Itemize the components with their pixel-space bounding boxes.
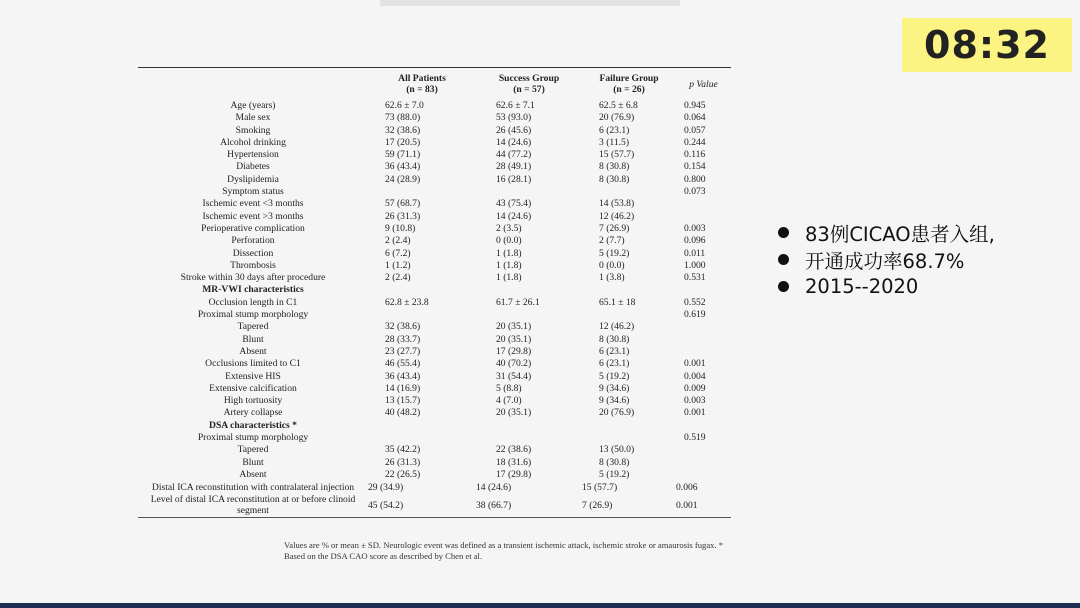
table-footnote: Values are % or mean ± SD. Neurologic event was defined as a transient ischemic attack, ischemic stroke or amaurosis fugax. * Based on the DSA CAO score as described by Chen et al. bbox=[284, 540, 724, 561]
cell-success-group: 0 (0.0) bbox=[496, 235, 522, 247]
cell-p-value: 0.001 bbox=[684, 407, 706, 419]
cell-success-group: 20 (35.1) bbox=[496, 407, 532, 419]
row-label: Tapered bbox=[237, 444, 269, 456]
cell-failure-group: 8 (30.8) bbox=[599, 456, 630, 468]
cell-all-patients: 9 (10.8) bbox=[385, 222, 416, 234]
table-row bbox=[138, 371, 731, 383]
row-label: Proximal stump morphology bbox=[197, 432, 309, 444]
table-row bbox=[138, 174, 731, 186]
row-label: Proximal stump morphology bbox=[197, 309, 309, 321]
table-row bbox=[138, 309, 731, 321]
top-edge-strip bbox=[380, 0, 680, 6]
cell-p-value: 0.003 bbox=[684, 395, 706, 407]
cell-all-patients bbox=[368, 284, 476, 296]
cell-failure-group: 7 (26.9) bbox=[599, 222, 630, 234]
cell-all-patients: 26 (31.3) bbox=[385, 456, 421, 468]
cell-p-value: 0.001 bbox=[676, 499, 698, 511]
cell-failure-group: 2 (7.7) bbox=[599, 235, 625, 247]
row-label: Absent bbox=[239, 468, 267, 480]
row-label: Ischemic event >3 months bbox=[202, 210, 304, 222]
cell-all-patients: 45 (54.2) bbox=[368, 499, 404, 511]
cell-p-value: 0.531 bbox=[684, 272, 706, 284]
cell-p-value bbox=[676, 444, 731, 456]
cell-all-patients: 6 (7.2) bbox=[385, 247, 411, 259]
cell-failure-group: 65.1 ± 18 bbox=[599, 296, 636, 308]
cell-failure-group: 15 (57.7) bbox=[599, 149, 635, 161]
cell-success-group: 62.6 ± 7.1 bbox=[496, 100, 535, 111]
table-row bbox=[138, 137, 731, 149]
table-row bbox=[138, 223, 731, 235]
cell-all-patients: 36 (43.4) bbox=[385, 161, 421, 173]
header-success-group: Success Group (n = 57) bbox=[498, 73, 560, 95]
cell-failure-group: 6 (23.1) bbox=[599, 124, 630, 136]
cell-p-value bbox=[676, 334, 731, 346]
cell-all-patients: 26 (31.3) bbox=[385, 210, 421, 222]
cell-p-value: 0.057 bbox=[684, 124, 706, 136]
table-bottom-rule bbox=[138, 517, 731, 518]
cell-p-value: 0.116 bbox=[684, 149, 706, 161]
row-label: High tortuosity bbox=[223, 395, 283, 407]
cell-success-group: 18 (31.6) bbox=[496, 456, 532, 468]
cell-failure-group: 8 (30.8) bbox=[599, 333, 630, 345]
row-label: Blunt bbox=[242, 333, 264, 345]
cell-success-group: 1 (1.8) bbox=[496, 272, 522, 284]
row-label: Level of distal ICA reconstitution at or before clinoid segment bbox=[150, 493, 356, 517]
cell-p-value: 0.006 bbox=[676, 481, 698, 493]
cell-failure-group: 8 (30.8) bbox=[599, 173, 630, 185]
cell-success-group: 22 (38.6) bbox=[496, 444, 532, 456]
row-label: Alcohol drinking bbox=[220, 136, 286, 148]
table-row bbox=[138, 260, 731, 272]
cell-p-value: 0.154 bbox=[684, 161, 706, 173]
cell-failure-group: 3 (11.5) bbox=[599, 136, 630, 148]
cell-success-group: 1 (1.8) bbox=[496, 247, 522, 259]
table-row bbox=[138, 334, 731, 346]
cell-success-group: 28 (49.1) bbox=[496, 161, 532, 173]
cell-p-value bbox=[676, 346, 731, 358]
table-row bbox=[138, 149, 731, 161]
cell-success-group: 1 (1.8) bbox=[496, 259, 522, 271]
cell-failure-group: 7 (26.9) bbox=[582, 499, 613, 511]
bullet-item: 2015--2020 bbox=[778, 273, 995, 300]
table-row bbox=[138, 186, 731, 198]
row-label: Male sex bbox=[235, 112, 271, 124]
row-label: Extensive HIS bbox=[225, 370, 281, 382]
cell-all-patients: 28 (33.7) bbox=[385, 333, 421, 345]
cell-failure-group: 9 (34.6) bbox=[599, 382, 630, 394]
bullet-dot-icon bbox=[778, 227, 789, 238]
cell-p-value: 0.945 bbox=[684, 100, 706, 111]
cell-success-group: 14 (24.6) bbox=[496, 136, 532, 148]
cell-all-patients: 32 (38.6) bbox=[385, 124, 421, 136]
cell-success-group: 4 (7.0) bbox=[496, 395, 522, 407]
row-label: Symptom status bbox=[222, 186, 284, 198]
table-row bbox=[138, 321, 731, 333]
cell-p-value bbox=[676, 284, 731, 296]
row-label: Occlusions limited to C1 bbox=[205, 358, 301, 370]
cell-all-patients bbox=[368, 186, 476, 198]
cell-all-patients: 2 (2.4) bbox=[385, 272, 411, 284]
bottom-bar bbox=[0, 603, 1080, 608]
cell-failure-group: 12 (46.2) bbox=[599, 321, 635, 333]
cell-p-value: 0.004 bbox=[684, 370, 706, 382]
table-row bbox=[138, 395, 731, 407]
bullet-dot-icon bbox=[778, 254, 789, 265]
cell-failure-group bbox=[582, 309, 676, 321]
cell-p-value: 0.001 bbox=[684, 358, 706, 370]
baseline-characteristics-table bbox=[138, 67, 731, 518]
table-header-row bbox=[138, 68, 731, 100]
cell-p-value: 0.096 bbox=[684, 235, 706, 247]
table-row bbox=[138, 444, 731, 456]
cell-success-group: 17 (29.8) bbox=[496, 345, 532, 357]
cell-success-group: 14 (24.6) bbox=[476, 481, 512, 493]
cell-success-group bbox=[476, 420, 582, 432]
cell-failure-group: 5 (19.2) bbox=[599, 247, 630, 259]
table-row bbox=[138, 198, 731, 210]
cell-all-patients: 36 (43.4) bbox=[385, 370, 421, 382]
cell-all-patients: 35 (42.2) bbox=[385, 444, 421, 456]
table-row bbox=[138, 235, 731, 247]
cell-p-value bbox=[676, 457, 731, 469]
cell-success-group: 26 (45.6) bbox=[496, 124, 532, 136]
cell-all-patients: 2 (2.4) bbox=[385, 235, 411, 247]
cell-failure-group: 6 (23.1) bbox=[599, 358, 630, 370]
row-label: Occlusion length in C1 bbox=[208, 296, 298, 308]
cell-success-group: 44 (77.2) bbox=[496, 149, 532, 161]
table-row bbox=[138, 407, 731, 419]
row-label: Extensive calcification bbox=[209, 382, 297, 394]
cell-p-value bbox=[676, 198, 731, 210]
timer-text: 08:32 bbox=[924, 23, 1050, 67]
table-row bbox=[138, 469, 731, 481]
cell-success-group bbox=[476, 432, 582, 444]
cell-all-patients bbox=[368, 432, 476, 444]
cell-success-group bbox=[476, 284, 582, 296]
cell-failure-group: 0 (0.0) bbox=[599, 259, 625, 271]
cell-success-group bbox=[476, 186, 582, 198]
cell-all-patients: 14 (16.9) bbox=[385, 382, 421, 394]
cell-success-group: 16 (28.1) bbox=[496, 173, 532, 185]
row-label: Artery collapse bbox=[223, 407, 283, 419]
row-label: Age (years) bbox=[230, 100, 276, 111]
cell-p-value: 0.519 bbox=[684, 432, 706, 444]
cell-success-group: 14 (24.6) bbox=[496, 210, 532, 222]
cell-success-group: 2 (3.5) bbox=[496, 222, 522, 234]
row-label: Perioperative complication bbox=[201, 222, 305, 234]
cell-p-value: 0.244 bbox=[684, 136, 706, 148]
cell-failure-group: 9 (34.6) bbox=[599, 395, 630, 407]
table-row bbox=[138, 112, 731, 124]
cell-failure-group bbox=[582, 284, 676, 296]
row-label: Smoking bbox=[235, 124, 271, 136]
table-row bbox=[138, 161, 731, 173]
bullet-list bbox=[778, 219, 995, 300]
cell-all-patients: 13 (15.7) bbox=[385, 395, 421, 407]
header-all-patients: All Patients (n = 83) bbox=[398, 73, 446, 95]
row-label: Distal ICA reconstitution with contralateral injection bbox=[151, 481, 355, 493]
cell-all-patients: 62.8 ± 23.8 bbox=[385, 296, 429, 308]
cell-p-value: 0.064 bbox=[684, 112, 706, 124]
row-label: Dyslipidemia bbox=[227, 173, 279, 185]
cell-p-value: 0.619 bbox=[684, 309, 706, 321]
cell-success-group: 31 (54.4) bbox=[496, 370, 532, 382]
cell-p-value: 0.800 bbox=[684, 173, 706, 185]
row-label: Perforation bbox=[231, 235, 275, 247]
table-row bbox=[138, 432, 731, 444]
cell-p-value: 0.011 bbox=[684, 247, 706, 259]
cell-failure-group bbox=[582, 186, 676, 198]
table-row bbox=[138, 272, 731, 284]
cell-failure-group: 15 (57.7) bbox=[582, 481, 618, 493]
cell-all-patients: 17 (20.5) bbox=[385, 136, 421, 148]
cell-all-patients: 62.6 ± 7.0 bbox=[385, 100, 424, 111]
cell-success-group: 38 (66.7) bbox=[476, 499, 512, 511]
cell-success-group: 40 (70.2) bbox=[496, 358, 532, 370]
cell-all-patients bbox=[368, 420, 476, 432]
cell-success-group: 5 (8.8) bbox=[496, 382, 522, 394]
row-label: Dissection bbox=[232, 247, 274, 259]
table-row bbox=[138, 457, 731, 469]
table-row bbox=[138, 420, 731, 432]
data-table bbox=[138, 68, 731, 517]
header-p-value: p Value bbox=[689, 78, 718, 90]
cell-p-value: 0.003 bbox=[684, 222, 706, 234]
cell-p-value bbox=[676, 321, 731, 333]
cell-failure-group: 13 (50.0) bbox=[599, 444, 635, 456]
cell-failure-group: 12 (46.2) bbox=[599, 210, 635, 222]
table-row bbox=[138, 481, 731, 493]
header-label bbox=[138, 68, 368, 100]
cell-success-group: 53 (93.0) bbox=[496, 112, 532, 124]
bullet-item: 开通成功率68.7% bbox=[778, 246, 995, 273]
row-label: MR-VWI characteristics bbox=[202, 284, 304, 296]
countdown-timer bbox=[902, 18, 1072, 72]
table-row bbox=[138, 284, 731, 296]
header-failure-group: Failure Group (n = 26) bbox=[599, 73, 659, 95]
cell-failure-group: 5 (19.2) bbox=[599, 468, 630, 480]
cell-p-value: 1.000 bbox=[684, 259, 706, 271]
cell-failure-group: 20 (76.9) bbox=[599, 112, 635, 124]
cell-p-value: 0.552 bbox=[684, 296, 706, 308]
cell-failure-group: 14 (53.8) bbox=[599, 198, 635, 210]
cell-failure-group: 5 (19.2) bbox=[599, 370, 630, 382]
cell-all-patients: 59 (71.1) bbox=[385, 149, 421, 161]
table-row bbox=[138, 493, 731, 517]
table-row bbox=[138, 125, 731, 137]
table-row bbox=[138, 248, 731, 260]
cell-failure-group: 20 (76.9) bbox=[599, 407, 635, 419]
cell-all-patients: 24 (28.9) bbox=[385, 173, 421, 185]
cell-all-patients bbox=[368, 309, 476, 321]
cell-success-group: 20 (35.1) bbox=[496, 333, 532, 345]
cell-p-value bbox=[676, 420, 731, 432]
row-label: Blunt bbox=[242, 456, 264, 468]
cell-success-group: 20 (35.1) bbox=[496, 321, 532, 333]
cell-success-group: 61.7 ± 26.1 bbox=[496, 296, 540, 308]
cell-failure-group bbox=[582, 420, 676, 432]
cell-p-value bbox=[676, 469, 731, 481]
cell-all-patients: 46 (55.4) bbox=[385, 358, 421, 370]
row-label: Hypertension bbox=[227, 149, 279, 161]
cell-all-patients: 73 (88.0) bbox=[385, 112, 421, 124]
cell-all-patients: 32 (38.6) bbox=[385, 321, 421, 333]
cell-success-group: 43 (75.4) bbox=[496, 198, 532, 210]
table-row bbox=[138, 346, 731, 358]
table-row bbox=[138, 211, 731, 223]
row-label: Stroke within 30 days after procedure bbox=[180, 272, 326, 284]
cell-success-group: 17 (29.8) bbox=[496, 468, 532, 480]
cell-p-value bbox=[676, 211, 731, 223]
cell-failure-group: 1 (3.8) bbox=[599, 272, 625, 284]
row-label: Diabetes bbox=[236, 161, 270, 173]
cell-failure-group: 62.5 ± 6.8 bbox=[599, 100, 638, 111]
cell-all-patients: 1 (1.2) bbox=[385, 259, 411, 271]
cell-success-group bbox=[476, 309, 582, 321]
cell-p-value: 0.073 bbox=[684, 186, 706, 198]
cell-all-patients: 40 (48.2) bbox=[385, 407, 421, 419]
row-label: Ischemic event <3 months bbox=[202, 198, 304, 210]
cell-all-patients: 57 (68.7) bbox=[385, 198, 421, 210]
bullet-item: 83例CICAO患者入组, bbox=[778, 219, 995, 246]
cell-all-patients: 22 (26.5) bbox=[385, 468, 421, 480]
table-row bbox=[138, 383, 731, 395]
bullet-dot-icon bbox=[778, 281, 789, 292]
row-label: Absent bbox=[239, 345, 267, 357]
cell-all-patients: 29 (34.9) bbox=[368, 481, 404, 493]
cell-failure-group: 8 (30.8) bbox=[599, 161, 630, 173]
table-row bbox=[138, 100, 731, 112]
table-row bbox=[138, 297, 731, 309]
row-label: Thrombosis bbox=[230, 259, 276, 271]
cell-failure-group bbox=[582, 432, 676, 444]
cell-failure-group: 6 (23.1) bbox=[599, 345, 630, 357]
cell-all-patients: 23 (27.7) bbox=[385, 345, 421, 357]
cell-p-value: 0.009 bbox=[684, 382, 706, 394]
row-label: DSA characteristics * bbox=[209, 419, 297, 431]
table-row bbox=[138, 358, 731, 370]
row-label: Tapered bbox=[237, 321, 269, 333]
